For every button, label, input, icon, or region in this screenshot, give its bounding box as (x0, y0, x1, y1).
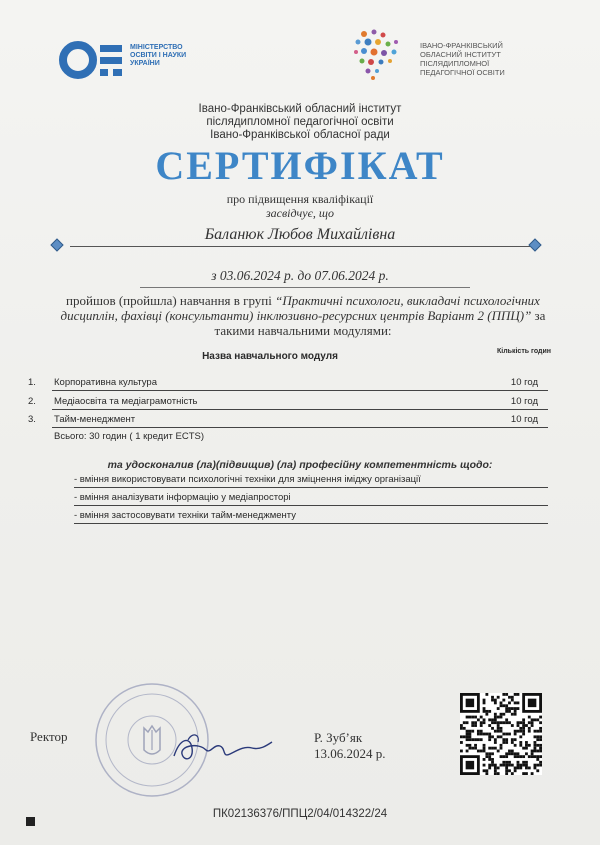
subtitle-block (0, 192, 600, 220)
qr-code-icon (460, 693, 542, 775)
module-number: 3. (28, 414, 36, 425)
competence-item (74, 510, 548, 521)
training-dates: з 03.06.2024 р. до 07.06.2024 р. (211, 268, 389, 283)
certifies-line: засвідчує, що (265, 206, 335, 220)
certificate-title: СЕРТИФІКАТ (155, 143, 445, 188)
issuer-block (0, 103, 600, 142)
signer-block (314, 730, 386, 762)
competence-text: - вміння застосовувати техніки тайм-менеджменту (74, 510, 296, 521)
group-name: “Практичні психологи, викладачі психологічних дисциплін, фахівці (консультанти) інклюзивно-ресурсних центрів Варіант 2 (ППЦ)” (60, 293, 540, 323)
issuer-line: післядипломної педагогічної освіти (206, 116, 394, 128)
module-hours: 10 год (510, 377, 538, 388)
row-rule (52, 409, 548, 410)
ministry-text-line: МІНІСТЕРСТВО (130, 44, 183, 51)
institute-text-line: ОБЛАСНИЙ ІНСТИТУТ (420, 50, 501, 59)
institute-text-line: ІВАНО-ФРАНКІВСЬКИЙ (420, 41, 503, 50)
ministry-logo (58, 40, 186, 80)
row-rule (74, 505, 548, 506)
competence-item (74, 474, 548, 485)
issuer-line: Івано-Франківської обласної ради (210, 129, 390, 141)
module-row (28, 396, 548, 412)
row-rule (52, 390, 548, 391)
institute-text-line: ПІСЛЯДИПЛОМНОЇ (420, 59, 490, 68)
ministry-logo-text (130, 44, 186, 68)
module-hours-header: Кількість годин (497, 348, 551, 355)
institute-emblem-icon (350, 26, 402, 82)
module-row (28, 414, 548, 430)
module-number: 2. (28, 396, 36, 407)
module-name: Медіаосвіта та медіаграмотність (54, 396, 198, 407)
module-row (28, 377, 548, 393)
intro-suffix: за такими навчальними модулями: (214, 308, 546, 338)
registration-number: ПК02136376/ППЦ2/04/014322/24 (212, 808, 388, 820)
module-number: 1. (28, 377, 36, 388)
name-underline (70, 246, 530, 247)
competence-title: та удосконалив (ла)(підвищив) (ла) професійну компетентність щодо: (107, 459, 493, 471)
competence-text: - вміння використовувати психологічні техніки для зміцнення іміджу організації (74, 474, 421, 485)
ministry-text-line: УКРАЇНИ (130, 60, 160, 67)
left-diamond-icon (50, 238, 64, 252)
row-rule (74, 487, 548, 488)
institute-logo-text (420, 41, 505, 77)
subtitle-line: про підвищення кваліфікації (226, 192, 374, 206)
competence-text: - вміння аналізувати інформацію у медіапросторі (74, 492, 291, 503)
rector-label: Ректор (30, 729, 68, 744)
issuer-line: Івано-Франківський обласний інститут (198, 103, 402, 115)
signer-name: Р. Зуб’як (314, 730, 363, 745)
recipient-name: Баланюк Любов Михайлівна (204, 226, 396, 243)
competence-item (74, 492, 548, 503)
sign-date: 13.06.2024 р. (314, 746, 386, 761)
modules-total: Всього: 30 годин ( 1 кредит ECTS) (54, 431, 204, 442)
dates-underline (140, 287, 470, 288)
module-name-header: Назва навчального модуля (202, 351, 338, 362)
training-description (58, 293, 548, 338)
row-rule (74, 523, 548, 524)
module-hours: 10 год (510, 396, 538, 407)
row-rule (52, 427, 548, 428)
module-name: Тайм-менеджмент (54, 414, 136, 425)
right-diamond-icon (528, 238, 542, 252)
module-name: Корпоративна культура (54, 377, 157, 388)
ministry-emblem-icon (58, 40, 126, 80)
signature-icon (170, 728, 275, 768)
module-hours: 10 год (510, 414, 538, 425)
ministry-text-line: ОСВІТИ І НАУКИ (130, 52, 187, 59)
institute-text-line: ПЕДАГОГІЧНОЇ ОСВІТИ (420, 68, 505, 77)
intro-prefix: пройшов (пройшла) навчання в групі (66, 293, 276, 308)
